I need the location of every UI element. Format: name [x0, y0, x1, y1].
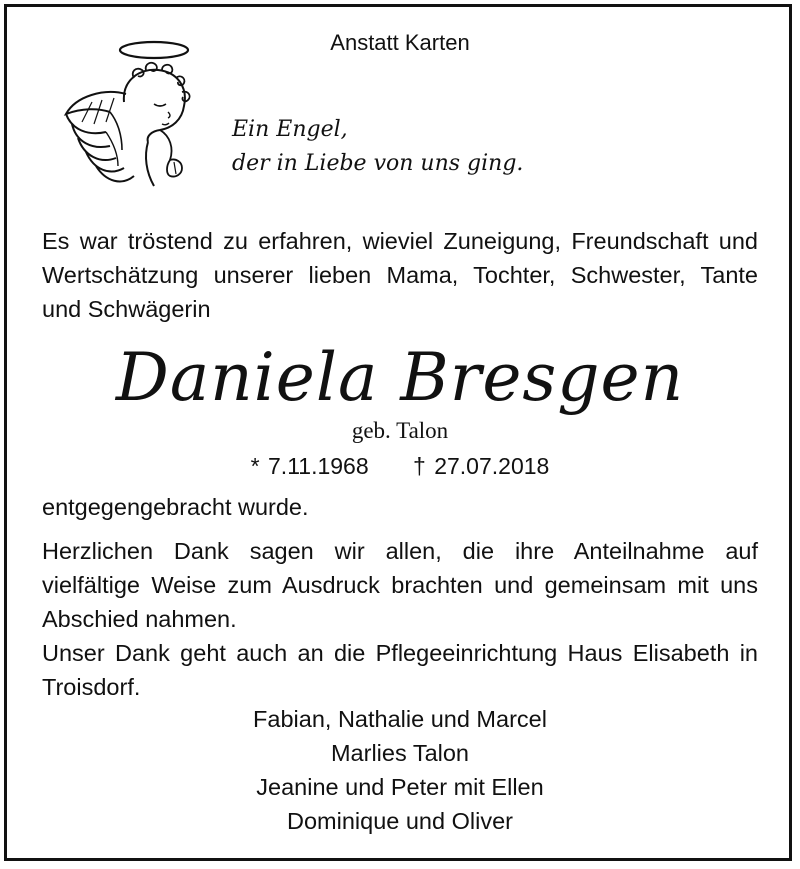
thanks-line: vielfältige Weise zum Ausdruck brachten und gemeinsam mit uns [42, 572, 758, 598]
care-thanks-paragraph [42, 636, 758, 704]
closing-intro [42, 490, 758, 524]
thanks-line: Herzlichen Dank sagen wir allen, die ihre Anteilnahme auf [42, 538, 758, 564]
death-date: † 27.07.2018 [413, 453, 550, 479]
intro-line: Es war tröstend zu erfahren, wieviel Zuneigung, Freundschaft und [42, 228, 758, 254]
closing-intro-line: entgegengebracht wurde. [42, 494, 309, 520]
header-text: Anstatt Karten [330, 30, 470, 55]
signature-line: Fabian, Nathalie und Marcel [253, 706, 547, 732]
birth-name: geb. Talon [351, 418, 449, 443]
thanks-line: Abschied nahmen. [42, 606, 237, 632]
signature-line: Marlies Talon [330, 740, 470, 766]
motto-line: Ein Engel, [232, 117, 348, 142]
birth-date: * 7.11.1968 [250, 453, 369, 479]
intro-line: und Schwägerin [42, 296, 211, 322]
motto [232, 113, 523, 181]
deceased-name: Daniela Bresgen [115, 339, 685, 416]
life-dates [0, 451, 800, 481]
signature-line: Jeanine und Peter mit Ellen [256, 774, 544, 800]
signatures [0, 702, 800, 838]
intro-line: Wertschätzung unserer lieben Mama, Tochter, Schwester, Tante [42, 262, 758, 288]
angel-icon [52, 32, 212, 200]
care-thanks-line: Troisdorf. [42, 674, 141, 700]
care-thanks-line: Unser Dank geht auch an die Pflegeeinrichtung Haus Elisabeth in [42, 640, 758, 666]
thanks-paragraph [42, 534, 758, 636]
signature-line: Dominique und Oliver [287, 808, 513, 834]
motto-line: der in Liebe von uns ging. [232, 151, 524, 176]
intro-paragraph [42, 224, 758, 326]
